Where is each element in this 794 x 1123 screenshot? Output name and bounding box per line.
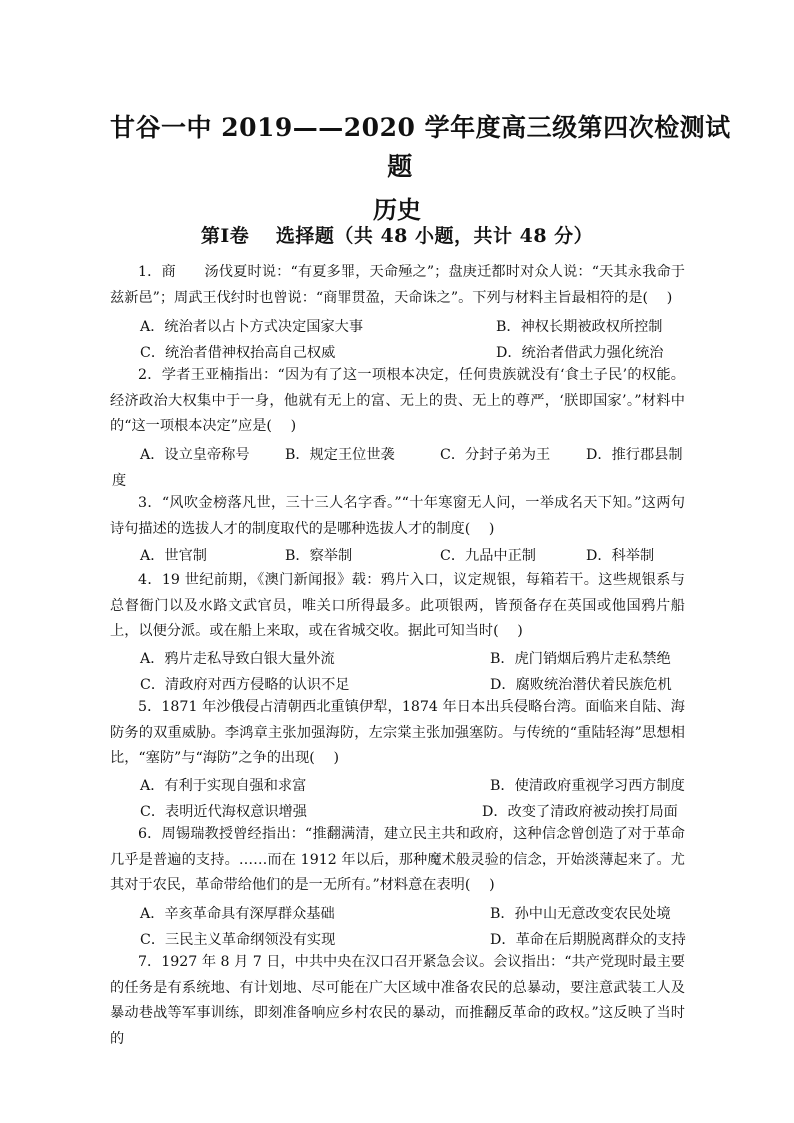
section-heading: 第Ⅰ卷 选择题（共 48 小题，共计 48 分） xyxy=(200,225,594,247)
q2-option-d: D．推行郡县制 xyxy=(586,447,683,463)
q2-option-b: B．规定王位世袭 xyxy=(285,447,395,463)
q5-option-a: A．有利于实现自强和求富 xyxy=(140,778,307,794)
exam-title-line1: 甘谷一中 2019——2020 学年度高三级第四次检测试 xyxy=(110,113,731,142)
q4-option-a: A．鸦片走私导致白银大量外流 xyxy=(140,651,335,667)
question-4-stem: 4．19 世纪前期，《澳门新闻报》载：鸦片入口，议定规银，每箱若干。这些规银系与总督衙门以及水路文武官员，唯关口所得最多。此项银两，皆预备存在英国或他国鸦片船上，以便分派。或在船上来取，或在省城交收。据此可知当时( ) xyxy=(110,572,685,640)
q3-option-b: B．察举制 xyxy=(285,548,353,564)
q3-option-d: D．科举制 xyxy=(586,548,655,564)
q3-option-c: C．九品中正制 xyxy=(440,548,536,564)
q1-option-a: A．统治者以占卜方式决定国家大事 xyxy=(140,319,364,335)
q4-option-c: C．清政府对西方侵略的认识不足 xyxy=(140,677,350,693)
q5-option-c: C．表明近代海权意识增强 xyxy=(140,804,307,820)
q2-option-d-wrap: 度 xyxy=(112,473,127,489)
q5-option-b: B．使清政府重视学习西方制度 xyxy=(490,778,685,794)
exam-title-line2: 题 xyxy=(387,152,413,181)
q2-option-a: A．设立皇帝称号 xyxy=(140,447,250,463)
question-5-stem: 5．1871 年沙俄侵占清朝西北重镇伊犁，1874 年日本出兵侵略台湾。面临来自陆、海防务的双重威胁。李鸿章主张加强海防，左宗棠主张加强塞防。与传统的“重陆轻海”思想相比，“塞防”与“海防”之争的出现( ) xyxy=(110,699,685,767)
q6-option-b: B．孙中山无意改变农民处境 xyxy=(490,906,671,922)
q1-option-d: D．统治者借武力强化统治 xyxy=(496,345,664,361)
question-3-stem: 3．“风吹金榜落凡世，三十三人名字香。”“十年寒窗无人问，一举成名天下知。”这两句诗句描述的选拔人才的制度取代的是哪种选拔人才的制度( ) xyxy=(110,495,685,537)
question-1-stem: 1．商 汤伐夏时说：“有夏多罪，天命殛之”；盘庚迁都时对众人说：“天其永我命于兹新邑”；周武王伐纣时也曾说：“商罪贯盈，天命诛之”。下列与材料主旨最相符的是( ) xyxy=(110,264,685,306)
q6-option-a: A．辛亥革命具有深厚群众基础 xyxy=(140,906,335,922)
q4-option-b: B．虎门销烟后鸦片走私禁绝 xyxy=(490,651,671,667)
q3-option-a: A．世官制 xyxy=(140,548,207,564)
question-6-stem: 6．周锡瑞教授曾经指出：“推翻满清，建立民主共和政府，这种信念曾创造了对于革命几乎是普遍的支持。……而在 1912 年以后，那种魔术般灵验的信念，开始淡薄起来了。尤其对于农民，革命带给他们的是一无所有。”材料意在表明( ) xyxy=(110,826,685,894)
question-7-stem: 7．1927 年 8 月 7 日，中共中央在汉口召开紧急会议。会议指出：“共产党现时最主要的任务是有系统地、有计划地、尽可能在广大区域中准备农民的总暴动，要注意武装工人及暴动巷战等军事训练，即刻准备响应乡村农民的暴动，而推翻反革命的政权。”这反映了当时的 xyxy=(110,954,685,1047)
q1-option-b: B．神权长期被政权所控制 xyxy=(496,319,663,335)
q5-option-d: D．改变了清政府被动挨打局面 xyxy=(482,804,678,820)
q6-option-d: D．革命在后期脱离群众的支持 xyxy=(490,932,686,948)
q4-option-d: D．腐败统治潜伏着民族危机 xyxy=(490,677,672,693)
q6-option-c: C．三民主义革命纲领没有实现 xyxy=(140,932,336,948)
q1-option-c: C．统治者借神权抬高自己权威 xyxy=(140,345,336,361)
question-2-stem: 2．学者王亚楠指出：“因为有了这一项根本决定，任何贵族就没有‘食土子民’的权能。经济政治大权集中于一身，他就有无上的富、无上的贵、无上的尊严，‘朕即国家’。”材料中的“这一项根本决定”应是( ) xyxy=(110,367,685,435)
q2-option-c: C．分封子弟为王 xyxy=(440,447,551,463)
subject-heading: 历史 xyxy=(373,195,421,224)
